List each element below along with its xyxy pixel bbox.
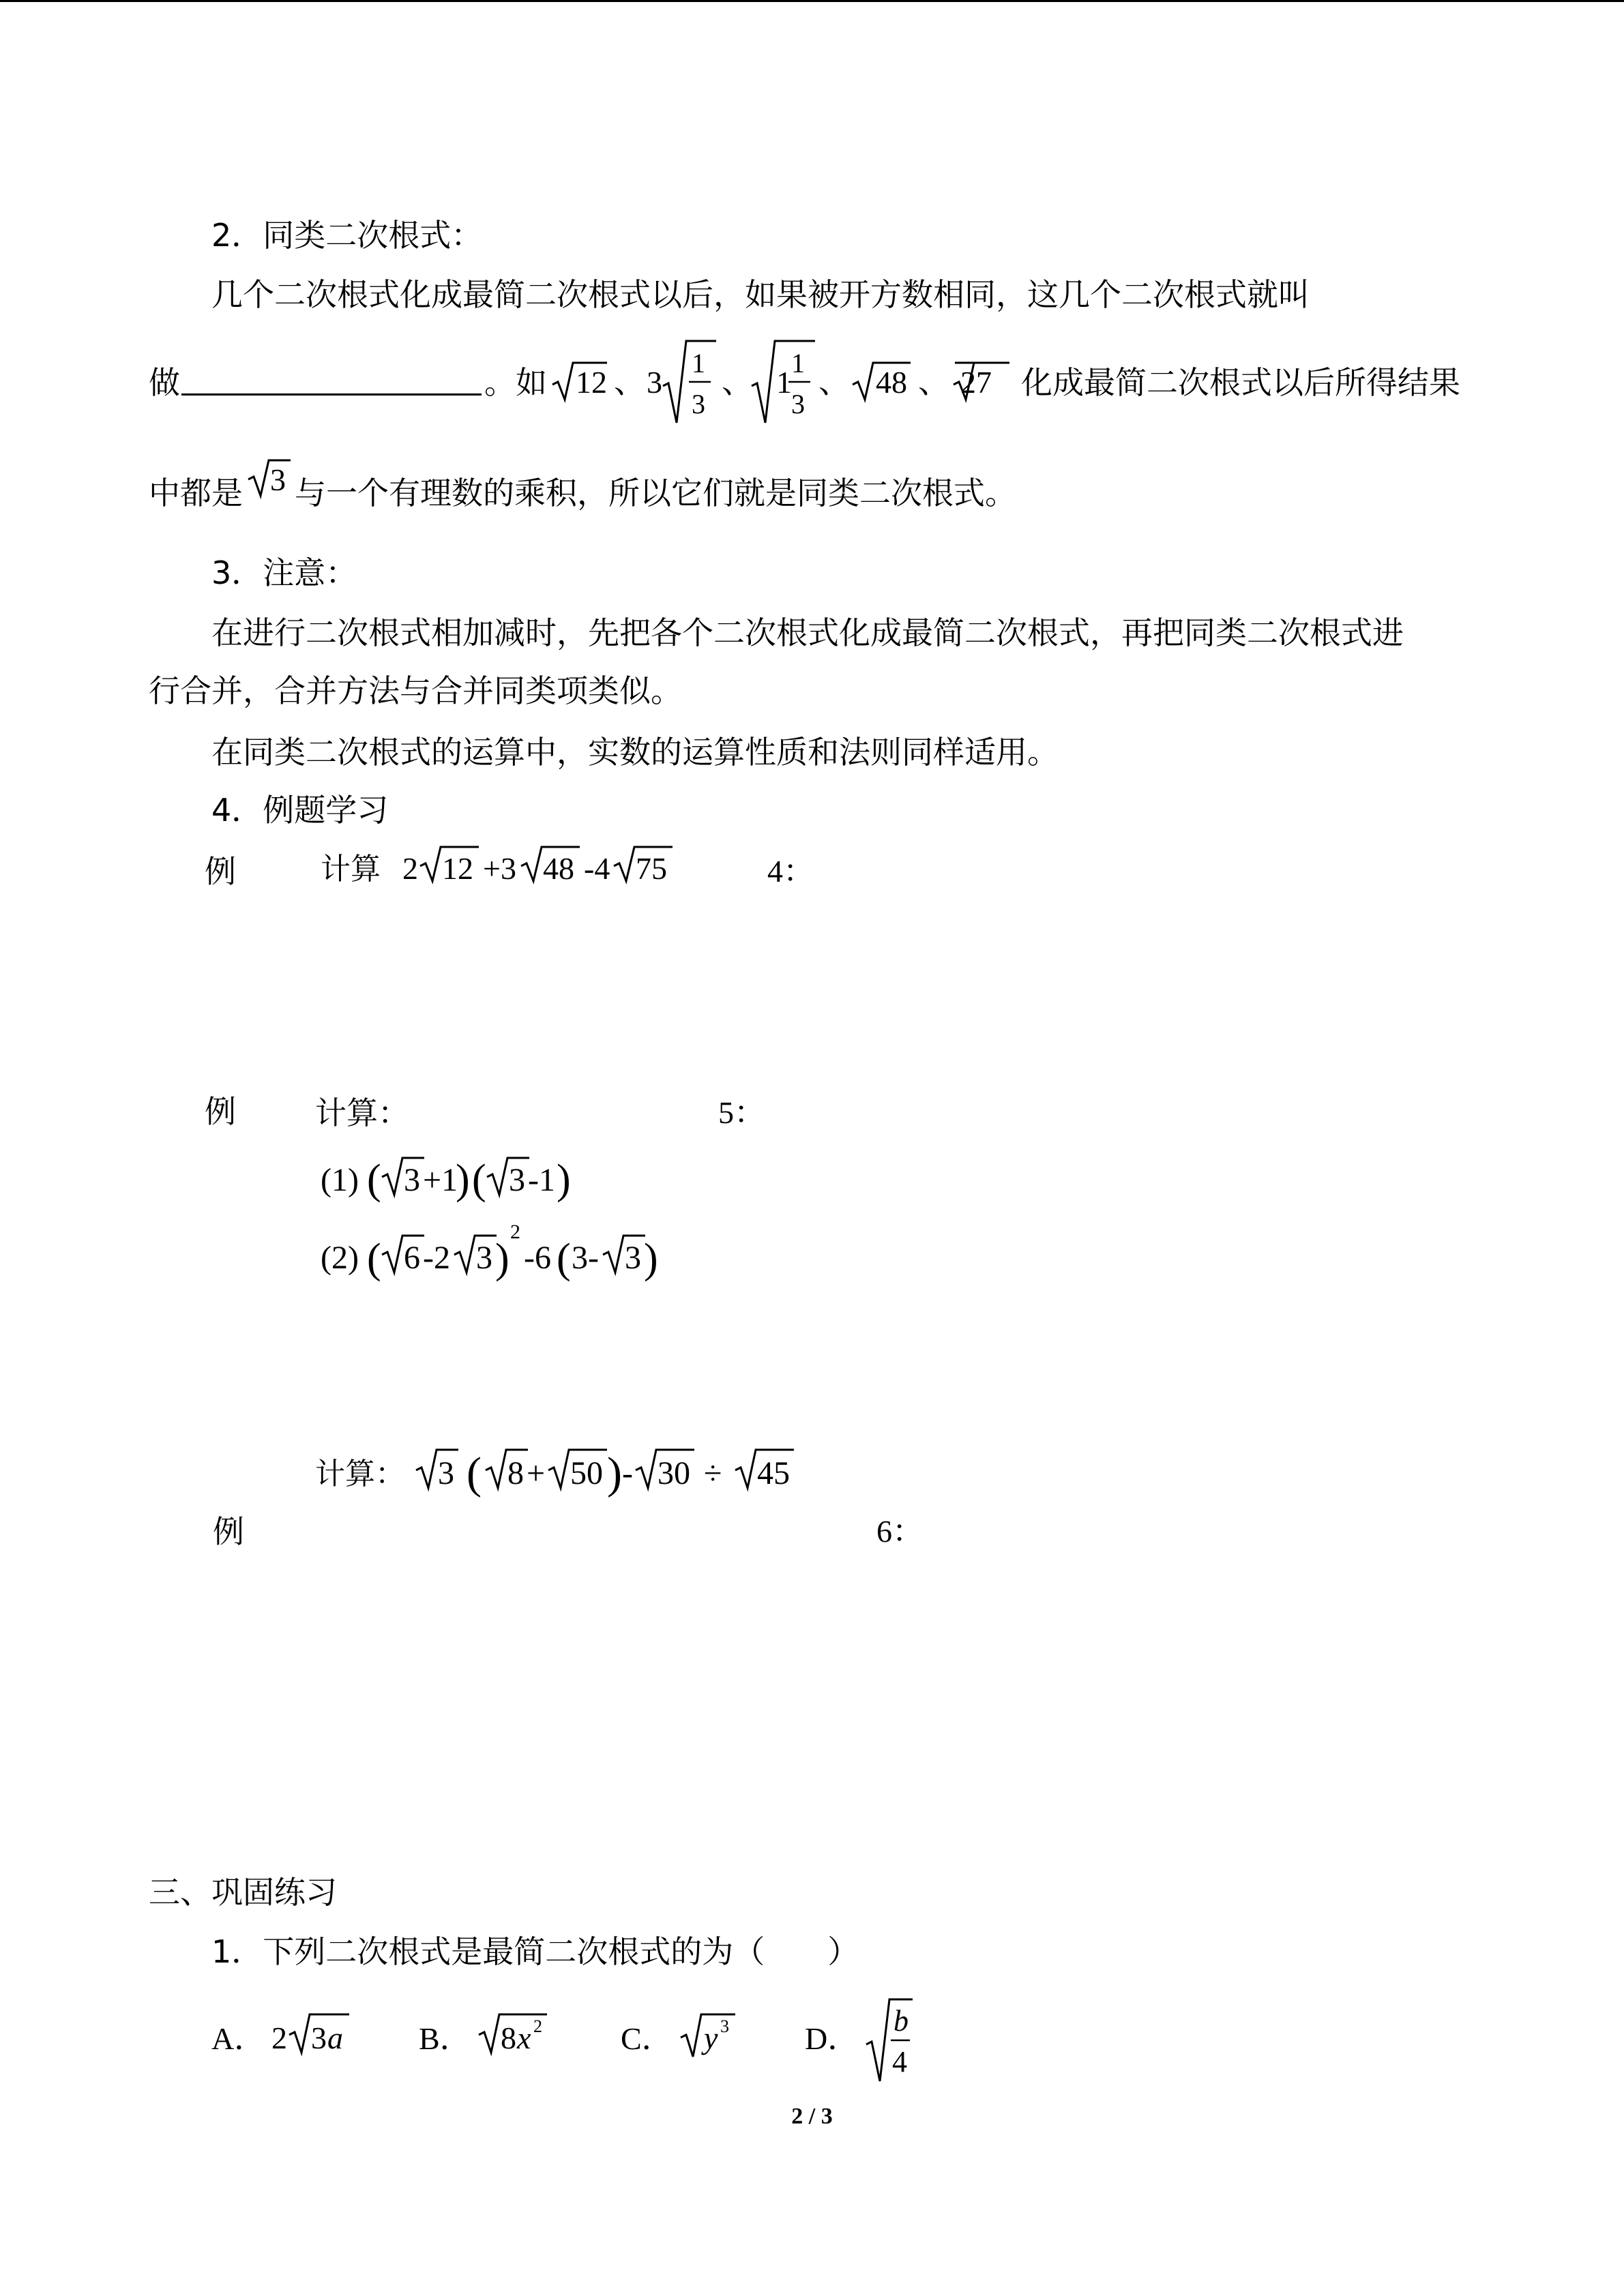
svg-text:a: a: [327, 2021, 343, 2055]
svg-text:2: 2: [533, 2016, 542, 2036]
option-d-expression: [863, 1991, 918, 2087]
sqrt-3: [246, 453, 293, 508]
svg-text:1: 1: [776, 365, 792, 400]
svg-text:y: y: [704, 2021, 718, 2055]
svg-text:+3: +3: [483, 851, 516, 886]
practice-question-1: 1．下列二次根式是最简二次根式的为（ ）: [211, 1933, 859, 1970]
svg-text:-6: -6: [524, 1240, 551, 1276]
option-b-expression: [476, 1998, 558, 2059]
svg-text:b: b: [894, 2004, 909, 2038]
option-d-letter: D．: [805, 2021, 859, 2056]
svg-text:3: 3: [647, 365, 662, 400]
fill-in-blank[interactable]: [181, 363, 482, 404]
svg-text:): ): [607, 1448, 622, 1498]
svg-text:(1): (1): [321, 1162, 359, 1198]
option-c-letter: C．: [621, 2021, 673, 2056]
svg-text:(: (: [557, 1236, 571, 1282]
svg-text:计算: 计算: [321, 852, 381, 886]
section-2-example-intro: 。如: [484, 364, 547, 401]
svg-text:-2: -2: [423, 1240, 450, 1276]
svg-text:-4: -4: [584, 851, 610, 886]
svg-text:3: 3: [509, 1162, 525, 1198]
separator-4: 、: [918, 365, 949, 400]
practice-heading: 三、巩固练习: [149, 1874, 337, 1911]
svg-text:(: (: [467, 1448, 482, 1498]
svg-text:3-: 3-: [572, 1240, 599, 1276]
section-2-line-3-lead: 中都是: [149, 475, 243, 511]
example-5-item-1: [321, 1146, 607, 1214]
svg-text:3: 3: [270, 462, 286, 497]
svg-text:27: 27: [960, 365, 992, 400]
svg-text:2: 2: [271, 2021, 287, 2055]
section-3-heading: 3．注意：: [211, 554, 357, 591]
svg-text:3: 3: [791, 389, 805, 419]
svg-text:x: x: [517, 2021, 531, 2055]
section-2-paragraph-1: 几个二次根式化成最简二次根式以后，如果被开方数相同，这几个二次根式就叫: [211, 276, 1310, 313]
three-sqrt-one-third: [647, 341, 716, 423]
svg-text:12: 12: [442, 851, 473, 886]
section-2-line-2-tail: 化成最简二次根式以后所得结果: [1021, 364, 1460, 401]
svg-text:30: 30: [658, 1455, 690, 1491]
section-3-paragraph-2: 行合并，合并方法与合并同类项类似。: [149, 672, 682, 709]
section-3-paragraph-1: 在进行二次根式相加减时，先把各个二次根式化成最简二次根式，再把同类二次根式进: [211, 614, 1404, 651]
sqrt-27-tail: [955, 334, 1016, 430]
sqrt-48: [853, 363, 911, 400]
page-number: 2 / 3: [791, 2104, 833, 2129]
section-2-line-3-tail: 与一个有理数的乘积，所以它们就是同类二次根式。: [295, 475, 1016, 511]
example-5-title: 计算：: [315, 1094, 409, 1131]
option-a-expression: [271, 1998, 353, 2059]
option-a-letter: A．: [211, 2021, 266, 2056]
svg-text:48: 48: [876, 365, 907, 400]
sqrt-one-and-one-third: [752, 341, 815, 423]
svg-text:): ): [557, 1157, 571, 1203]
top-border: [0, 0, 1624, 2]
svg-text:(: (: [367, 1157, 381, 1203]
svg-text:1: 1: [692, 348, 705, 378]
svg-text:3: 3: [476, 1240, 492, 1276]
svg-text:2: 2: [402, 851, 418, 886]
separator-2: 、: [722, 365, 753, 400]
svg-text:3: 3: [720, 2016, 729, 2036]
svg-text:12: 12: [576, 365, 607, 400]
section-2-heading: 2．同类二次根式：: [211, 217, 483, 254]
example-5-label: 例: [205, 1093, 236, 1130]
svg-text:4: 4: [892, 2045, 907, 2078]
section-4-heading: 4．例题学习: [211, 792, 389, 829]
svg-text:(: (: [472, 1157, 486, 1203]
svg-text:-: -: [622, 1455, 633, 1491]
svg-text:+: +: [527, 1455, 546, 1491]
example-5-number: 5：: [718, 1095, 765, 1130]
svg-text:2: 2: [510, 1221, 520, 1243]
svg-text:45: 45: [757, 1455, 790, 1491]
svg-text:+1: +1: [423, 1162, 458, 1198]
svg-text:计算：: 计算：: [315, 1457, 405, 1491]
svg-text:-1: -1: [528, 1162, 555, 1198]
separator-3: 、: [818, 365, 850, 400]
svg-text:3: 3: [625, 1240, 641, 1276]
example-6-number: 6：: [876, 1514, 924, 1549]
svg-text:3: 3: [438, 1455, 454, 1491]
radical-examples: [546, 334, 989, 430]
svg-text:(: (: [367, 1236, 381, 1282]
svg-text:): ): [644, 1236, 658, 1282]
svg-text:): ): [456, 1157, 470, 1203]
example-4-label: 例: [205, 853, 236, 890]
section-2-lead: 做: [149, 364, 180, 401]
svg-text:8: 8: [507, 1455, 524, 1491]
svg-text:48: 48: [543, 851, 574, 886]
example-4-number: 4：: [767, 854, 814, 889]
svg-text:75: 75: [636, 851, 667, 886]
svg-text:÷: ÷: [704, 1455, 722, 1491]
example-6-expression: [315, 1432, 820, 1507]
section-3-paragraph-3: 在同类二次根式的运算中，实数的运算性质和法则同样适用。: [211, 734, 1059, 771]
svg-text:3: 3: [404, 1162, 420, 1198]
svg-text:3: 3: [311, 2021, 327, 2055]
svg-text:(2): (2): [321, 1240, 359, 1276]
example-5-item-2: [321, 1221, 689, 1296]
option-c-expression: [678, 1998, 746, 2066]
option-b-letter: B．: [419, 2021, 471, 2056]
svg-text:1: 1: [791, 348, 805, 378]
example-4-expression: [321, 840, 703, 895]
example-6-label: 例: [213, 1513, 244, 1550]
svg-text:): ): [495, 1236, 510, 1282]
svg-text:3: 3: [692, 389, 705, 419]
svg-text:6: 6: [404, 1240, 420, 1276]
separator-1: 、: [614, 365, 645, 400]
svg-text:50: 50: [570, 1455, 603, 1491]
svg-text:8: 8: [501, 2021, 516, 2055]
sqrt-12: [552, 363, 607, 400]
